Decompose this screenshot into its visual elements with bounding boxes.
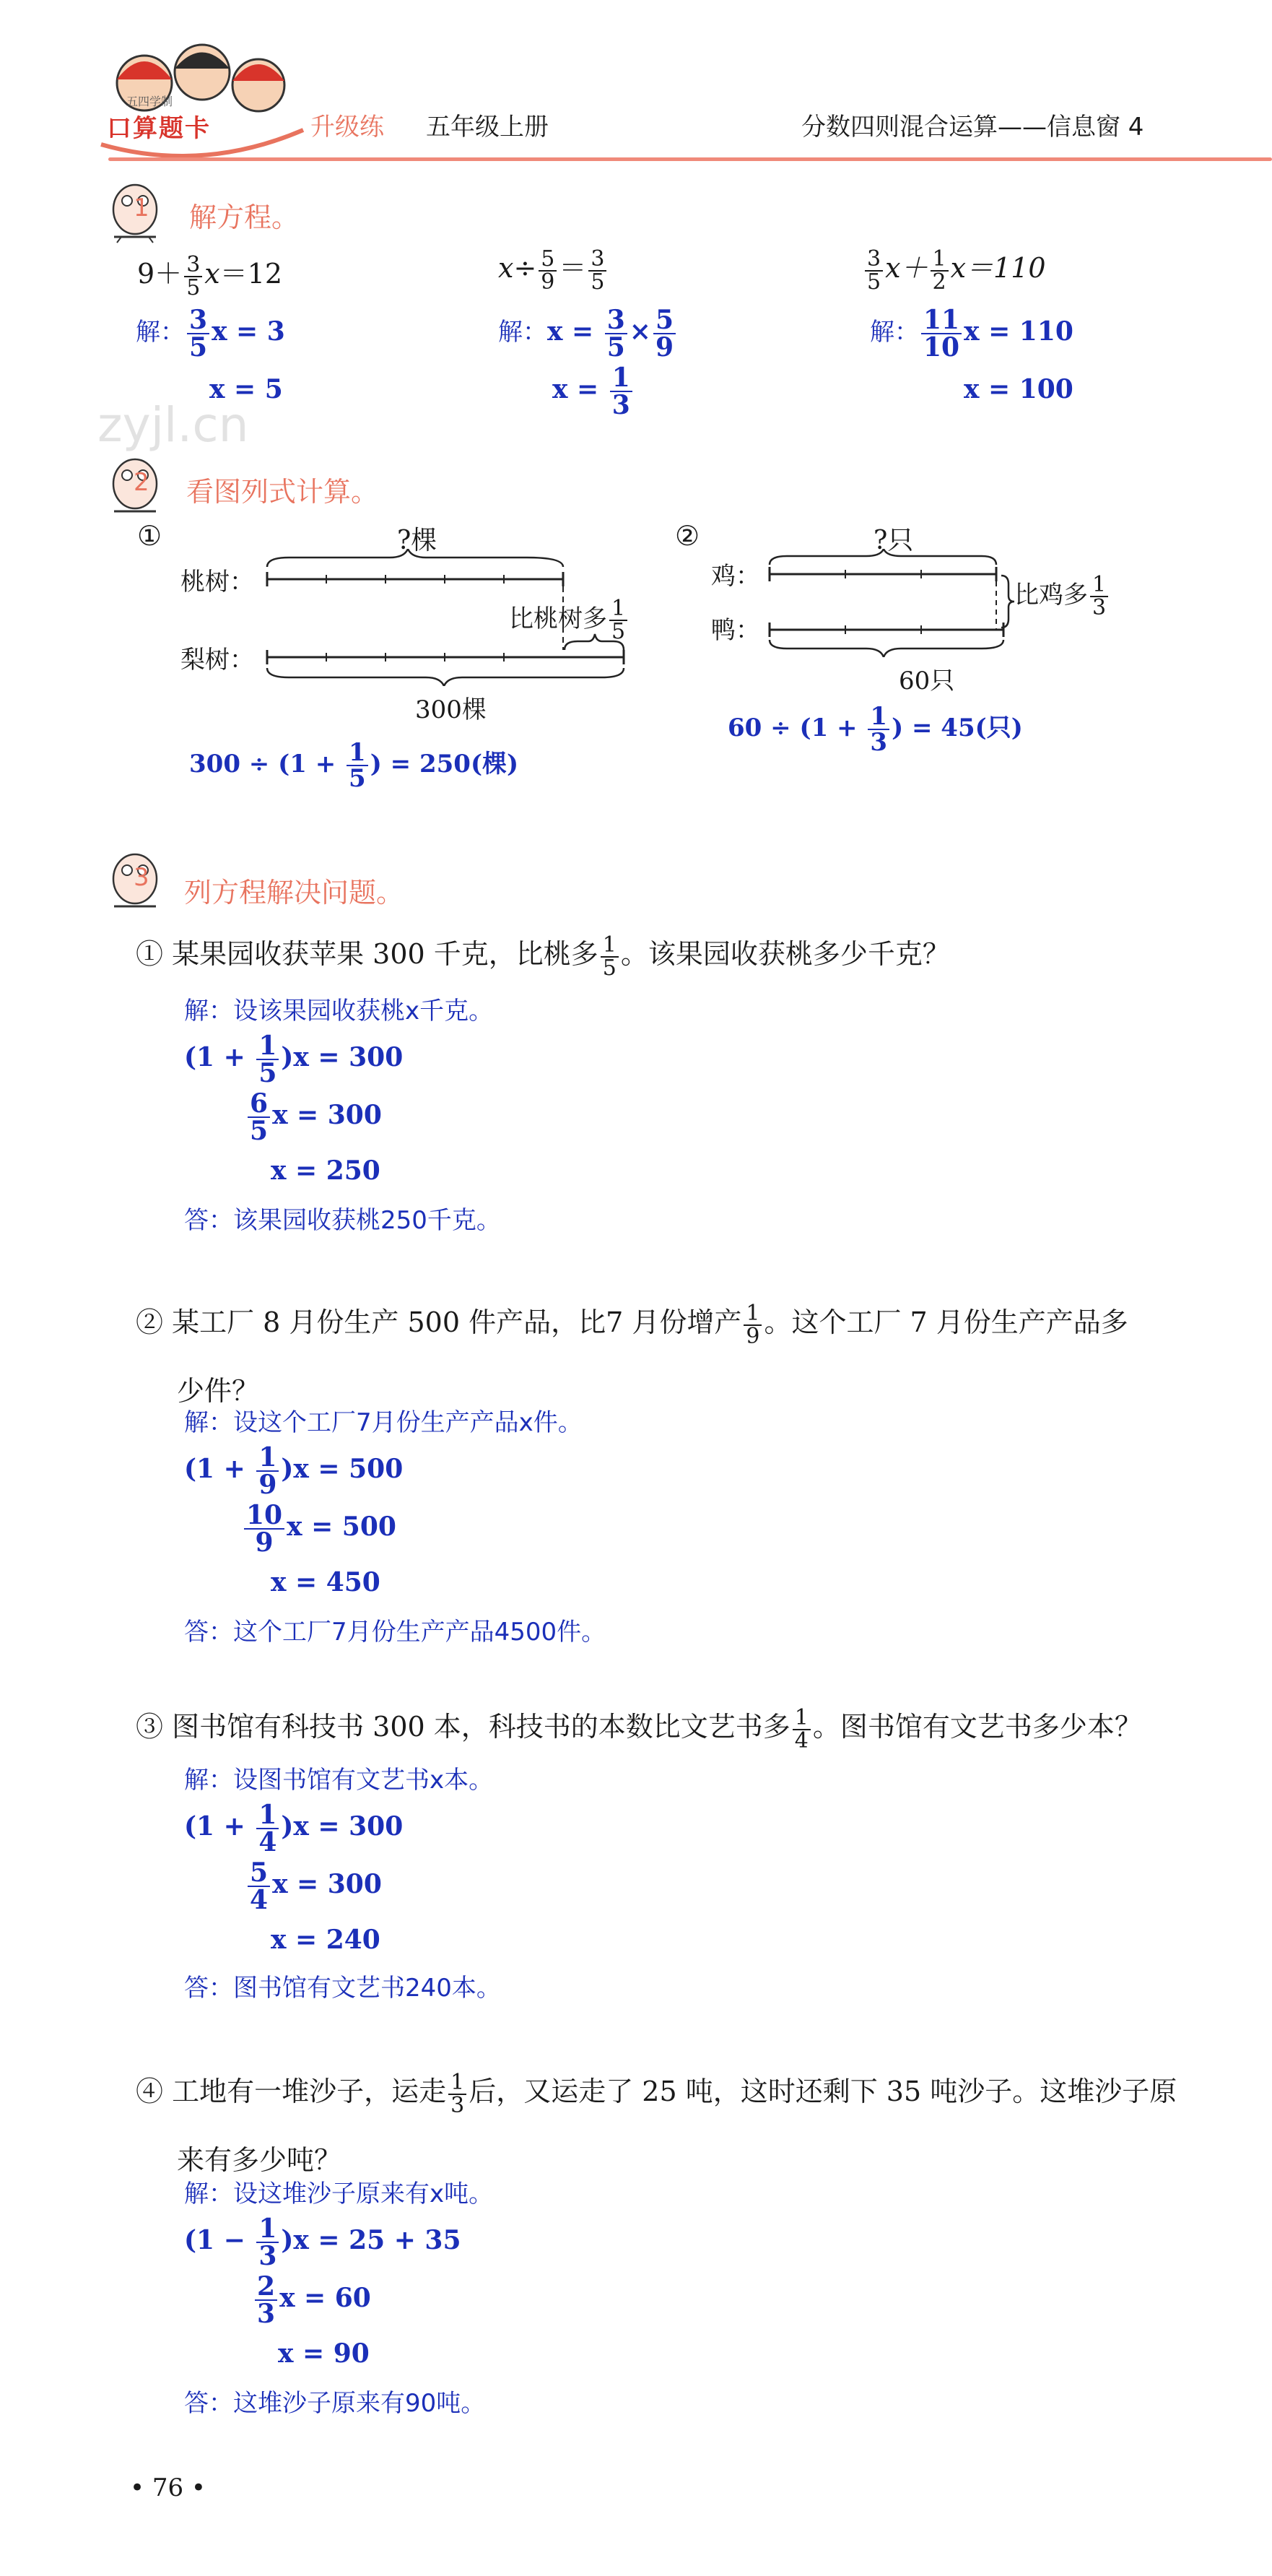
- p4-l2-b: x = 60: [279, 2283, 371, 2313]
- p1-l2-num: 6: [248, 1090, 270, 1118]
- p1-q-a: ① 某果园收获苹果 300 千克，比桃多: [136, 938, 598, 970]
- p4-l1-den: 3: [258, 2241, 277, 2271]
- p4-l1-num: 1: [256, 2216, 279, 2243]
- p4-q-den: 3: [450, 2092, 465, 2118]
- p3-l1-b: )x = 300: [281, 1811, 404, 1842]
- section-3-number: 3: [134, 863, 149, 892]
- diagram-2-side-brace: [1000, 574, 1016, 629]
- problem-1-answer: 答：该果园收获桃250千克。: [184, 1206, 501, 1235]
- p3-l1-num: 1: [256, 1802, 279, 1829]
- diagram-1-more-label: [509, 598, 630, 643]
- section-1-number: 1: [134, 194, 149, 222]
- p3-q-b: 。图书馆有文艺书多少本？: [812, 1711, 1142, 1743]
- eq1-s1-num: 3: [187, 307, 209, 334]
- diagram-1-top-question: ?棵: [397, 526, 437, 555]
- problem-1-question: [136, 932, 950, 979]
- topic-label: 分数四则混合运算——信息窗 4: [801, 113, 1144, 142]
- header: [0, 0, 1272, 166]
- eq3-num2: 1: [931, 248, 949, 272]
- diagram-2-bars: [765, 549, 1011, 657]
- eq1-x: x: [204, 258, 220, 290]
- diagram-1-more-den: 5: [611, 619, 626, 644]
- eq2-s1-num2: 5: [653, 307, 676, 334]
- equation-1: [137, 251, 282, 299]
- p4-l2-num: 2: [255, 2273, 277, 2301]
- problem-4-line-2: [253, 2273, 371, 2327]
- problem-2-setup: 解：设这个工厂7月份生产产品x件。: [184, 1408, 583, 1437]
- eq2-s2-num: 1: [610, 365, 632, 392]
- problem-3-line-2: [245, 1857, 382, 1915]
- problem-2-question: [136, 1300, 1128, 1348]
- p1-l2-den: 5: [250, 1116, 269, 1146]
- diagram-2-ans-left: 60 ÷ (1 +: [728, 714, 866, 742]
- diagram-2-row1-label: 鸡：: [711, 562, 760, 591]
- brand-top: 五四学制: [126, 95, 173, 108]
- p3-l1-a: (1 +: [184, 1811, 255, 1842]
- problem-3-setup: 解：设图书馆有文艺书x本。: [184, 1766, 494, 1795]
- eq2-sol-prefix: 解：: [498, 318, 547, 347]
- diagram-2-ans-num: 1: [868, 704, 889, 730]
- p3-l1-den: 4: [258, 1827, 277, 1857]
- p1-q-num: 1: [601, 934, 619, 958]
- eq2-s1-num1: 3: [605, 307, 627, 334]
- eq3-s1-den: 10: [923, 332, 960, 363]
- eq2-num1: 5: [539, 248, 557, 272]
- diagram-2-more-num: 1: [1090, 574, 1108, 597]
- problem-2-question-cont: 少件？: [177, 1375, 260, 1407]
- eq2-solution-1: [498, 305, 678, 363]
- p1-l1-a: (1 +: [184, 1042, 255, 1072]
- problem-2-answer: 答：这个工厂7月份生产产品4500件。: [184, 1618, 606, 1647]
- eq3-s1-num: 11: [921, 307, 962, 334]
- p2-q-a: ② 某工厂 8 月份生产 500 件产品，比7 月份增产: [136, 1306, 742, 1338]
- p4-q-b: 后，又运走了 25 吨，这时还剩下 35 吨沙子。这堆沙子原: [469, 2076, 1177, 2107]
- p4-l1-b: )x = 25 + 35: [281, 2225, 461, 2255]
- eq1-s1-rest: x = 3: [212, 316, 285, 347]
- p3-l2-b: x = 300: [272, 1869, 382, 1899]
- p3-q-num: 1: [793, 1707, 811, 1730]
- problem-4-question: [136, 2069, 1177, 2117]
- diagram-1-label: ①: [137, 520, 162, 552]
- problem-3-question: [136, 1704, 1142, 1752]
- eq3-x1: x＋: [885, 252, 928, 284]
- watermark: zyjl.cn: [97, 397, 249, 453]
- diagram-1-more-num: 1: [609, 598, 627, 621]
- equation-3: [863, 246, 1046, 293]
- eq3-sol-prefix: 解：: [870, 318, 919, 347]
- problem-2-line-2: [242, 1502, 396, 1556]
- equation-2: [498, 246, 609, 293]
- p3-q-den: 4: [794, 1727, 809, 1753]
- section-1-title: 解方程。: [189, 201, 300, 233]
- diagram-2-ans-den: 3: [870, 728, 888, 757]
- p2-q-num: 1: [744, 1303, 762, 1326]
- diagram-2-label: ②: [675, 520, 700, 552]
- p2-l2-b: x = 500: [287, 1512, 396, 1542]
- eq3-s1-rest: x = 110: [964, 316, 1073, 347]
- section-3-title: 列方程解决问题。: [184, 877, 404, 908]
- p3-l2-num: 5: [248, 1860, 270, 1887]
- eq1-s1-den: 5: [189, 332, 208, 363]
- diagram-1-ans-left: 300 ÷ (1 +: [189, 750, 345, 779]
- p1-l1-b: )x = 300: [281, 1042, 404, 1072]
- p1-l2-b: x = 300: [272, 1100, 382, 1130]
- problem-3-line-1: [184, 1802, 403, 1855]
- p1-l1-num: 1: [256, 1033, 279, 1060]
- page-number: • 76 •: [130, 2473, 206, 2502]
- p1-l1-den: 5: [258, 1058, 277, 1088]
- eq1-den: 5: [186, 274, 201, 300]
- diagram-2-bottom-total: 60只: [899, 667, 955, 695]
- eq1-rhs: ＝12: [219, 258, 283, 290]
- section-2-title: 看图列式计算。: [186, 476, 379, 508]
- eq2-s2-left: x =: [552, 374, 608, 404]
- eq2-s1-op: ×: [629, 316, 651, 347]
- diagram-2-more-den: 3: [1092, 595, 1107, 620]
- problem-1-line-3: x = 250: [271, 1155, 380, 1186]
- p4-l1-a: (1 −: [184, 2225, 255, 2255]
- diagram-1-row2-label: 梨树：: [180, 646, 254, 675]
- brand-main: 口算题卡: [107, 114, 211, 143]
- p1-q-b: 。该果园收获桃多少千克？: [620, 938, 950, 970]
- p2-l1-b: )x = 500: [281, 1454, 404, 1484]
- eq2-num2: 3: [588, 248, 606, 272]
- diagram-1-row1-label: 桃树：: [180, 568, 254, 597]
- diagram-2-more-text: 比鸡多: [1014, 581, 1088, 610]
- p4-l2-den: 3: [257, 2299, 276, 2329]
- p2-q-den: 9: [746, 1323, 760, 1349]
- eq2-den1: 9: [541, 269, 555, 295]
- diagram-1-ans-den: 5: [349, 764, 366, 793]
- problem-1-setup: 解：设该果园收获桃x千克。: [184, 997, 494, 1025]
- problem-2-line-3: x = 450: [271, 1567, 380, 1597]
- eq2-s1-den2: 9: [655, 332, 674, 363]
- eq3-solution-1: [870, 305, 1073, 363]
- problem-4-line-1: [184, 2213, 461, 2271]
- eq2-op: ÷: [513, 252, 537, 284]
- series-label: 升级练: [310, 113, 384, 142]
- problem-4-question-cont: 来有多少吨？: [177, 2144, 342, 2176]
- p3-l2-den: 4: [250, 1885, 269, 1915]
- diagram-2-row2-label: 鸭：: [711, 616, 760, 645]
- eq2-s1-den1: 5: [606, 332, 625, 363]
- eq3-den2: 2: [932, 269, 946, 295]
- problem-3-answer: 答：图书馆有文艺书240本。: [184, 1974, 501, 2003]
- p2-l1-a: (1 +: [184, 1454, 255, 1484]
- eq3-den1: 5: [867, 269, 881, 295]
- diagram-1-answer: [189, 740, 518, 791]
- eq3-num1: 3: [865, 248, 883, 272]
- eq1-solution-1: [136, 305, 285, 363]
- eq1-sol-prefix: 解：: [136, 318, 185, 347]
- problem-4-line-3: x = 90: [278, 2338, 370, 2369]
- eq2-solution-2: [552, 365, 635, 418]
- diagram-2-more-label: [1014, 574, 1110, 619]
- diagram-2-top-question: ?只: [874, 526, 914, 555]
- p4-q-num: 1: [448, 2072, 466, 2095]
- p4-q-a: ④ 工地有一堆沙子，运走: [136, 2076, 447, 2107]
- diagram-1-ans-num: 1: [347, 740, 368, 766]
- diagram-1-more-text: 比桃树多: [509, 604, 607, 633]
- problem-3-line-3: x = 240: [271, 1925, 380, 1955]
- eq2-eq: ＝: [559, 252, 587, 284]
- eq3-x2: x＝110: [950, 252, 1046, 284]
- diagram-2-ans-right: ) = 45(只): [892, 714, 1023, 742]
- problem-4-setup: 解：设这堆沙子原来有x吨。: [184, 2180, 494, 2208]
- p2-l2-num: 10: [244, 1502, 284, 1530]
- eq2-x: x: [498, 252, 514, 284]
- problem-1-line-2: [245, 1090, 382, 1144]
- p2-l1-num: 1: [256, 1444, 279, 1472]
- eq2-s2-den: 3: [611, 390, 630, 420]
- diagram-2-answer: [728, 704, 1023, 755]
- problem-4-answer: 答：这堆沙子原来有90吨。: [184, 2389, 486, 2418]
- problem-2-line-1: [184, 1444, 403, 1498]
- p2-l2-den: 9: [255, 1527, 274, 1558]
- section-2-number: 2: [134, 468, 149, 497]
- eq2-s1-left: x =: [547, 316, 603, 347]
- diagram-1-bottom-total: 300棵: [415, 695, 487, 724]
- eq1-solution-2: x = 5: [209, 374, 283, 404]
- eq2-den2: 5: [591, 269, 605, 295]
- diagram-1-ans-right: ) = 250(棵): [370, 750, 519, 779]
- eq1-num: 3: [184, 254, 202, 277]
- eq3-solution-2: x = 100: [964, 374, 1073, 404]
- p2-l1-den: 9: [258, 1470, 277, 1500]
- header-rule: [108, 157, 1272, 161]
- eq1-lhs: 9＋: [137, 258, 183, 290]
- problem-1-line-1: [184, 1033, 403, 1086]
- p2-q-b: 。这个工厂 7 月份生产产品多: [764, 1306, 1128, 1338]
- p1-q-den: 5: [602, 955, 617, 981]
- p3-q-a: ③ 图书馆有科技书 300 本，科技书的本数比文艺书多: [136, 1711, 790, 1743]
- grade-label: 五年级上册: [426, 113, 549, 142]
